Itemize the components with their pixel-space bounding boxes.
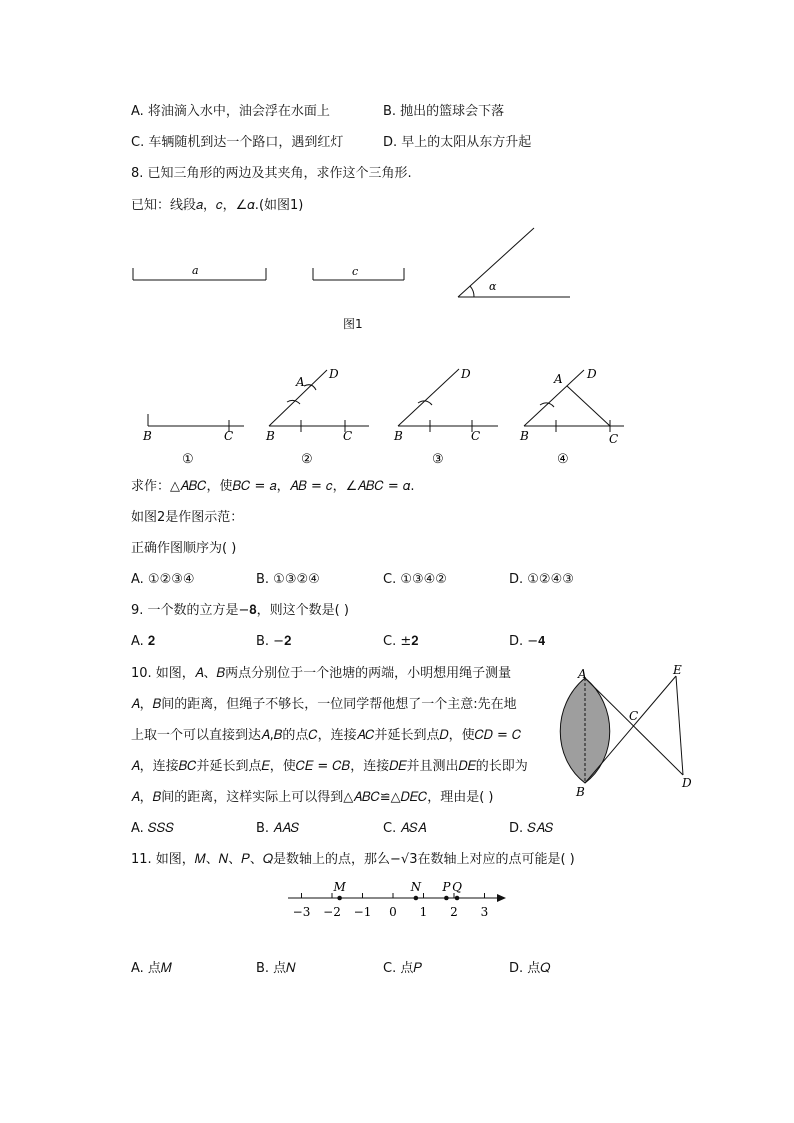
q8-question: 正确作图顺序为( )	[131, 541, 237, 556]
figure-1-caption: 图1	[343, 317, 363, 331]
axis-tick-label: 1	[419, 905, 428, 919]
q10-label-c: C	[629, 709, 639, 723]
q10-line-1: 10. 如图，𝐴、𝐵两点分别位于一个池塘的两端，小明想用绳子测量	[131, 666, 512, 681]
point-m	[337, 896, 342, 901]
q7-option-d: D. 早上的太阳从东方升起	[383, 135, 532, 150]
q10-label-b: B	[576, 785, 585, 799]
q9-option-d: D. −𝟒	[509, 634, 546, 649]
q11-option-b: B. 点𝑁	[256, 961, 296, 976]
q7-option-c: C. 车辆随机到达一个路口，遇到红灯	[131, 135, 344, 150]
step-1-number: ①	[182, 452, 194, 467]
step-1-label-c: C	[224, 429, 234, 443]
point-n-label: N	[410, 880, 422, 894]
step-2-label-b: B	[266, 429, 275, 443]
axis-tick-label: −1	[353, 905, 372, 919]
step-3-label-d: D	[461, 367, 471, 381]
q11-option-a: A. 点𝑀	[131, 961, 172, 976]
step-4-label-c: C	[609, 432, 619, 446]
q10-label-e: E	[673, 663, 682, 677]
step-3-label-c: C	[471, 429, 481, 443]
q9-stem: 9. 一个数的立方是−𝟖，则这个数是( )	[131, 603, 349, 618]
q10-option-b: B. 𝐴𝐴𝑆	[256, 821, 300, 836]
step-2-label-d: D	[329, 367, 339, 381]
q10-line-3: 上取一个可以直接到达𝐴,𝐵的点𝐶，连接𝐴𝐶并延长到点𝐷，使𝐶𝐷 = 𝐶	[131, 728, 522, 743]
axis-tick-label: 2	[450, 905, 458, 919]
point-p	[444, 896, 449, 901]
q10-line-4: 𝐴，连接𝐵𝐶并延长到点𝐸，使𝐶𝐸 = 𝐶𝐵，连接𝐷𝐸并且测出𝐷𝐸的长即为	[131, 759, 528, 774]
q8-stem: 8. 已知三角形的两边及其夹角，求作这个三角形.	[131, 166, 412, 181]
q9-option-c: C. ±𝟐	[383, 634, 419, 649]
q7-option-b: B. 抛出的篮球会下落	[383, 104, 505, 119]
q10-label-d: D	[682, 776, 692, 790]
step-4-number: ④	[557, 452, 569, 467]
axis-tick-label: −3	[292, 905, 311, 919]
axis-tick-label: −2	[323, 905, 341, 919]
point-q-label: Q	[452, 880, 462, 894]
q10-option-d: D. 𝑆𝐴𝑆	[509, 821, 554, 836]
axis-arrow-icon	[497, 894, 506, 902]
step-4-label-a: A	[554, 372, 563, 386]
point-m-label: M	[333, 880, 346, 894]
segment-c-label: c	[352, 265, 359, 278]
q11-option-c: C. 点𝑃	[383, 961, 422, 976]
step-2-label-c: C	[343, 429, 353, 443]
q8-option-c: C. ①③④②	[383, 572, 447, 587]
q8-fig2-note: 如图2是作图示范：	[131, 510, 244, 525]
step-1-label-b: B	[143, 429, 152, 443]
q8-option-b: B. ①③②④	[256, 572, 320, 587]
q7-option-a: A. 将油滴入水中，油会浮在水面上	[131, 104, 330, 119]
step-2-number: ②	[301, 452, 313, 467]
point-n	[414, 896, 419, 901]
step-2-label-a: A	[296, 375, 305, 389]
q9-option-a: A. 𝟐	[131, 634, 156, 649]
segment-a-label: a	[192, 264, 199, 277]
q10-line-5: 𝐴，𝐵间的距离，这样实际上可以得到△𝐴𝐵𝐶≌△𝐷𝐸𝐶，理由是( )	[131, 790, 494, 805]
axis-tick-label: 3	[480, 905, 489, 919]
q11-option-d: D. 点𝑄	[509, 961, 551, 976]
q8-construct: 求作：△𝐴𝐵𝐶，使𝐵𝐶 = 𝑎，𝐴𝐵 = 𝑐，∠𝐴𝐵𝐶 = 𝛼.	[131, 479, 415, 494]
q9-option-b: B. −𝟐	[256, 634, 292, 649]
step-4-label-d: D	[587, 367, 597, 381]
q10-option-a: A. 𝑆𝑆𝑆	[131, 821, 174, 836]
q10-line-2: 𝐴，𝐵间的距离，但绳子不够长，一位同学帮他想了一个主意:先在地	[131, 697, 517, 712]
point-q	[455, 896, 460, 901]
q10-label-a: A	[578, 667, 587, 681]
angle-alpha-label: α	[489, 280, 497, 293]
axis-tick-label: 0	[389, 905, 397, 919]
q11-stem: 11. 如图，𝑀、𝑁、𝑃、𝑄是数轴上的点，那么−√3在数轴上对应的点可能是( )	[131, 852, 575, 867]
q8-option-d: D. ①②④③	[509, 572, 574, 587]
step-3-label-b: B	[394, 429, 403, 443]
point-p-label: P	[442, 880, 451, 894]
q10-option-c: C. 𝐴𝑆𝐴	[383, 821, 427, 836]
step-4-label-b: B	[520, 429, 529, 443]
step-3-number: ③	[432, 452, 444, 467]
q8-known: 已知：线段𝑎，𝑐，∠𝛼.(如图1)	[131, 198, 304, 213]
q8-option-a: A. ①②③④	[131, 572, 195, 587]
